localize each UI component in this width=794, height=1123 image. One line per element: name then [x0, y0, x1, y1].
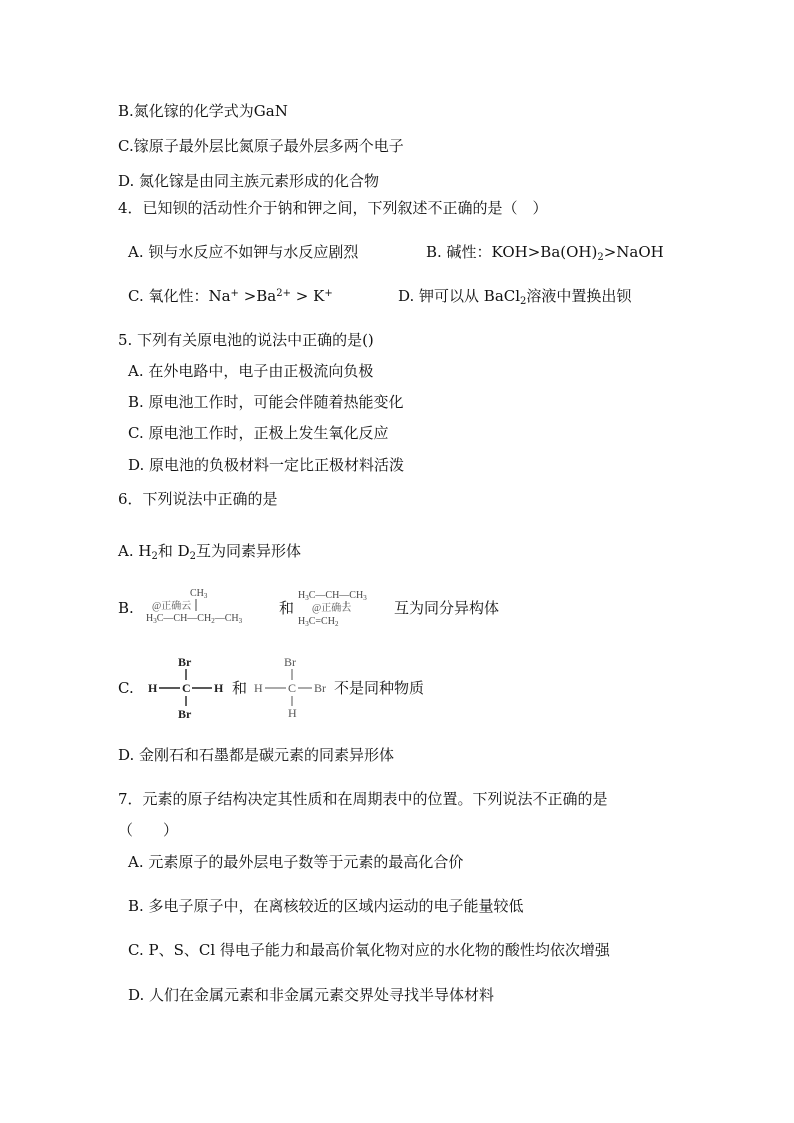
q6-struct4-br-top: Br: [284, 655, 296, 669]
q6-structure-2: [296, 584, 392, 628]
q4-option-c: C. 氧化性：$Na^+ >Ba^{2+} > K^+$: [128, 287, 333, 305]
q6-structure-4: [252, 652, 336, 720]
q6-option-d: D. 金刚石和石墨都是碳元素的同素异形体: [118, 746, 395, 764]
q6-option-c-tail: 不是同种物质: [334, 679, 425, 697]
q5-option-b: B. 原电池工作时，可能会伴随着热能变化: [128, 393, 404, 411]
q7-stem: 7．元素的原子结构决定其性质和在周期表中的位置。下列说法不正确的是: [118, 790, 608, 808]
q3-option-c: C.镓原子最外层比氮原子最外层多两个电子: [118, 137, 404, 155]
q4-option-b: B. 碱性：$KOH>Ba(OH)_2>NaOH$: [426, 243, 664, 263]
q6-struct2-watermark: @正确云: [312, 603, 352, 614]
q7-paren: （ ）: [118, 821, 179, 839]
q5-option-c: C. 原电池工作时，正极上发生氧化反应: [128, 424, 389, 442]
q4-option-d: D. 钾可以从 BaCl$_2$溶液中置换出钡: [398, 287, 632, 307]
q5-stem: 5. 下列有关原电池的说法中正确的是(): [118, 331, 374, 349]
q7-option-d: D. 人们在金属元素和非金属元素交界处寻找半导体材料: [128, 986, 495, 1004]
q6-struct1-ch3: $CH_3$: [190, 588, 208, 600]
q6-option-c-label: C.: [118, 679, 134, 697]
q5-option-a: A. 在外电路中，电子由正极流向负极: [128, 362, 374, 380]
q7-option-b: B. 多电子原子中，在离核较近的区域内运动的电子能量较低: [128, 897, 524, 915]
q6-struct3-br-top: Br: [178, 655, 192, 669]
q6-struct4-h-left: H: [254, 681, 263, 695]
q6-option-b-tail: 互为同分异构体: [394, 599, 500, 617]
q6-option-a: A. $H_2$和 $D_2$互为同素异形体: [118, 542, 302, 562]
q7-option-c: C. P、S、Cl 得电子能力和最高价氧化物对应的水化物的酸性均依次增强: [128, 941, 610, 959]
q6-struct4-c: C: [288, 681, 297, 695]
q6-struct3-br-bottom: Br: [178, 707, 192, 721]
q6-struct3-h-right: H: [214, 681, 224, 695]
q6-struct4-h-bottom: H: [288, 706, 297, 720]
q6-option-c-and: 和: [232, 679, 248, 697]
q6-struct3-c: C: [182, 681, 191, 695]
q6-stem: 6．下列说法中正确的是: [118, 490, 278, 508]
q6-struct2-bottom: $H_3C=CH_2$: [298, 616, 339, 628]
q3-option-d: D. 氮化镓是由同主族元素形成的化合物: [118, 172, 380, 190]
q6-option-b-and: 和: [279, 599, 295, 617]
q5-option-d: D. 原电池的负极材料一定比正极材料活泼: [128, 456, 405, 474]
q3-option-b: B.氮化镓的化学式为GaN: [118, 102, 288, 120]
q4-option-a: A. 钡与水反应不如钾与水反应剧烈: [128, 243, 359, 261]
q6-struct1-chain: $H_3C—CH—CH_2—CH_3$: [146, 613, 243, 625]
q6-option-b-label: B.: [118, 599, 134, 617]
q6-structure-1: [144, 584, 280, 628]
q6-struct4-br-right: Br: [314, 681, 326, 695]
q4-stem: 4．已知钡的活动性介于钠和钾之间，下列叙述不正确的是（ ）: [118, 199, 548, 217]
q6-structure-3: [146, 652, 236, 722]
q6-struct2-top: $H_3C—CH—CH_3$: [298, 590, 367, 602]
q7-option-a: A. 元素原子的最外层电子数等于元素的最高化合价: [128, 853, 464, 871]
q6-struct1-watermark: @正确云: [152, 601, 192, 612]
q6-struct3-h-left: H: [148, 681, 158, 695]
